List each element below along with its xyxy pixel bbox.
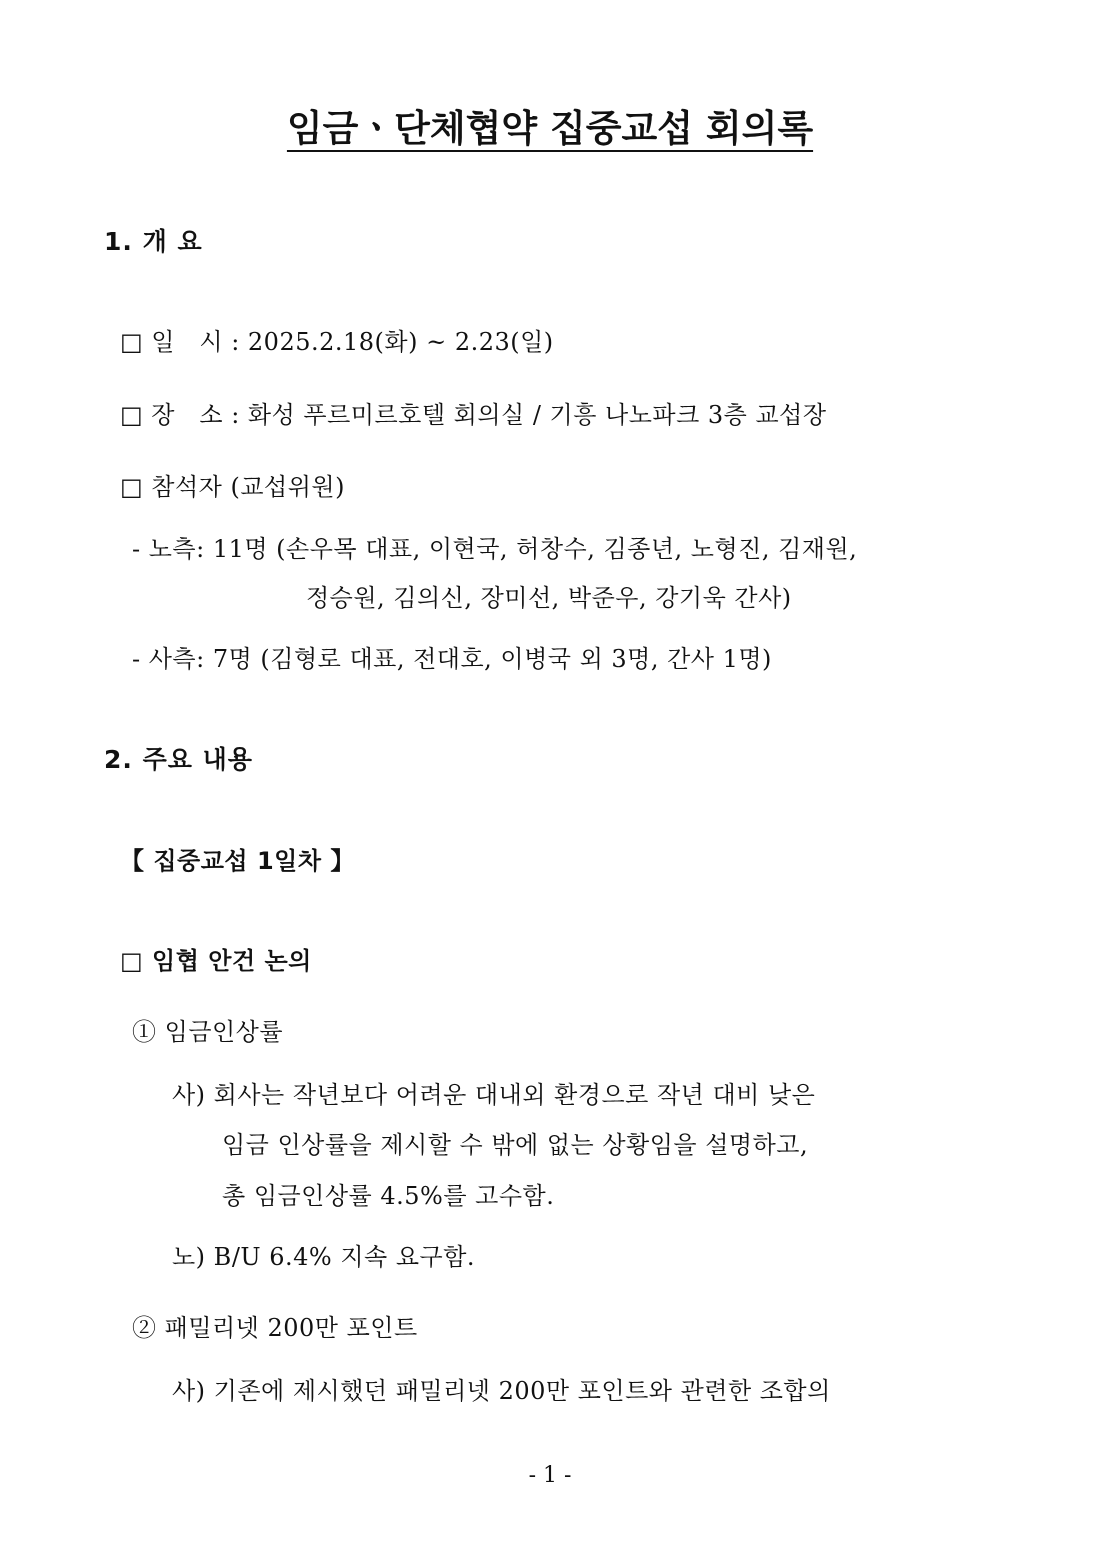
union-attendees-line-2: 정승원, 김의신, 장미선, 박준우, 강기욱 간사) (306, 584, 792, 612)
attendees-line: □ 참석자 (교섭위원) (120, 473, 345, 501)
item1-company-line-3: 총 임금인상률 4.5%를 고수함. (222, 1182, 555, 1210)
section2-heading: 2. 주요 내용 (104, 745, 253, 774)
date-line: □ 일 시 : 2025.2.18(화) ~ 2.23(일) (120, 328, 554, 356)
item2-company-line-1: 사) 기존에 제시했던 패밀리넷 200만 포인트와 관련한 조합의 (172, 1377, 831, 1405)
section1-heading: 1. 개 요 (104, 227, 203, 256)
day1-heading: 【 집중교섭 1일차 】 (120, 847, 355, 875)
page-number: - 1 - (528, 1463, 572, 1488)
document-title: 임금ㆍ단체협약 집중교섭 회의록 (286, 107, 814, 150)
item2-title: ② 패밀리넷 200만 포인트 (132, 1314, 418, 1342)
item1-union-line: 노) B/U 6.4% 지속 요구함. (172, 1243, 476, 1271)
item1-title: ① 임금인상률 (132, 1018, 284, 1046)
item1-company-line-2: 임금 인상률을 제시할 수 밖에 없는 상황임을 설명하고, (222, 1131, 809, 1159)
agenda-heading: □ 임협 안건 논의 (120, 947, 312, 975)
item1-company-line-1: 사) 회사는 작년보다 어려운 대내외 환경으로 작년 대비 낮은 (172, 1081, 816, 1109)
place-line: □ 장 소 : 화성 푸르미르호텔 회의실 / 기흥 나노파크 3층 교섭장 (120, 401, 827, 429)
union-attendees-line-1: - 노측: 11명 (손우목 대표, 이현국, 허창수, 김종년, 노형진, 김재원, (132, 535, 858, 563)
company-attendees-line: - 사측: 7명 (김형로 대표, 전대호, 이병국 외 3명, 간사 1명) (132, 645, 772, 673)
